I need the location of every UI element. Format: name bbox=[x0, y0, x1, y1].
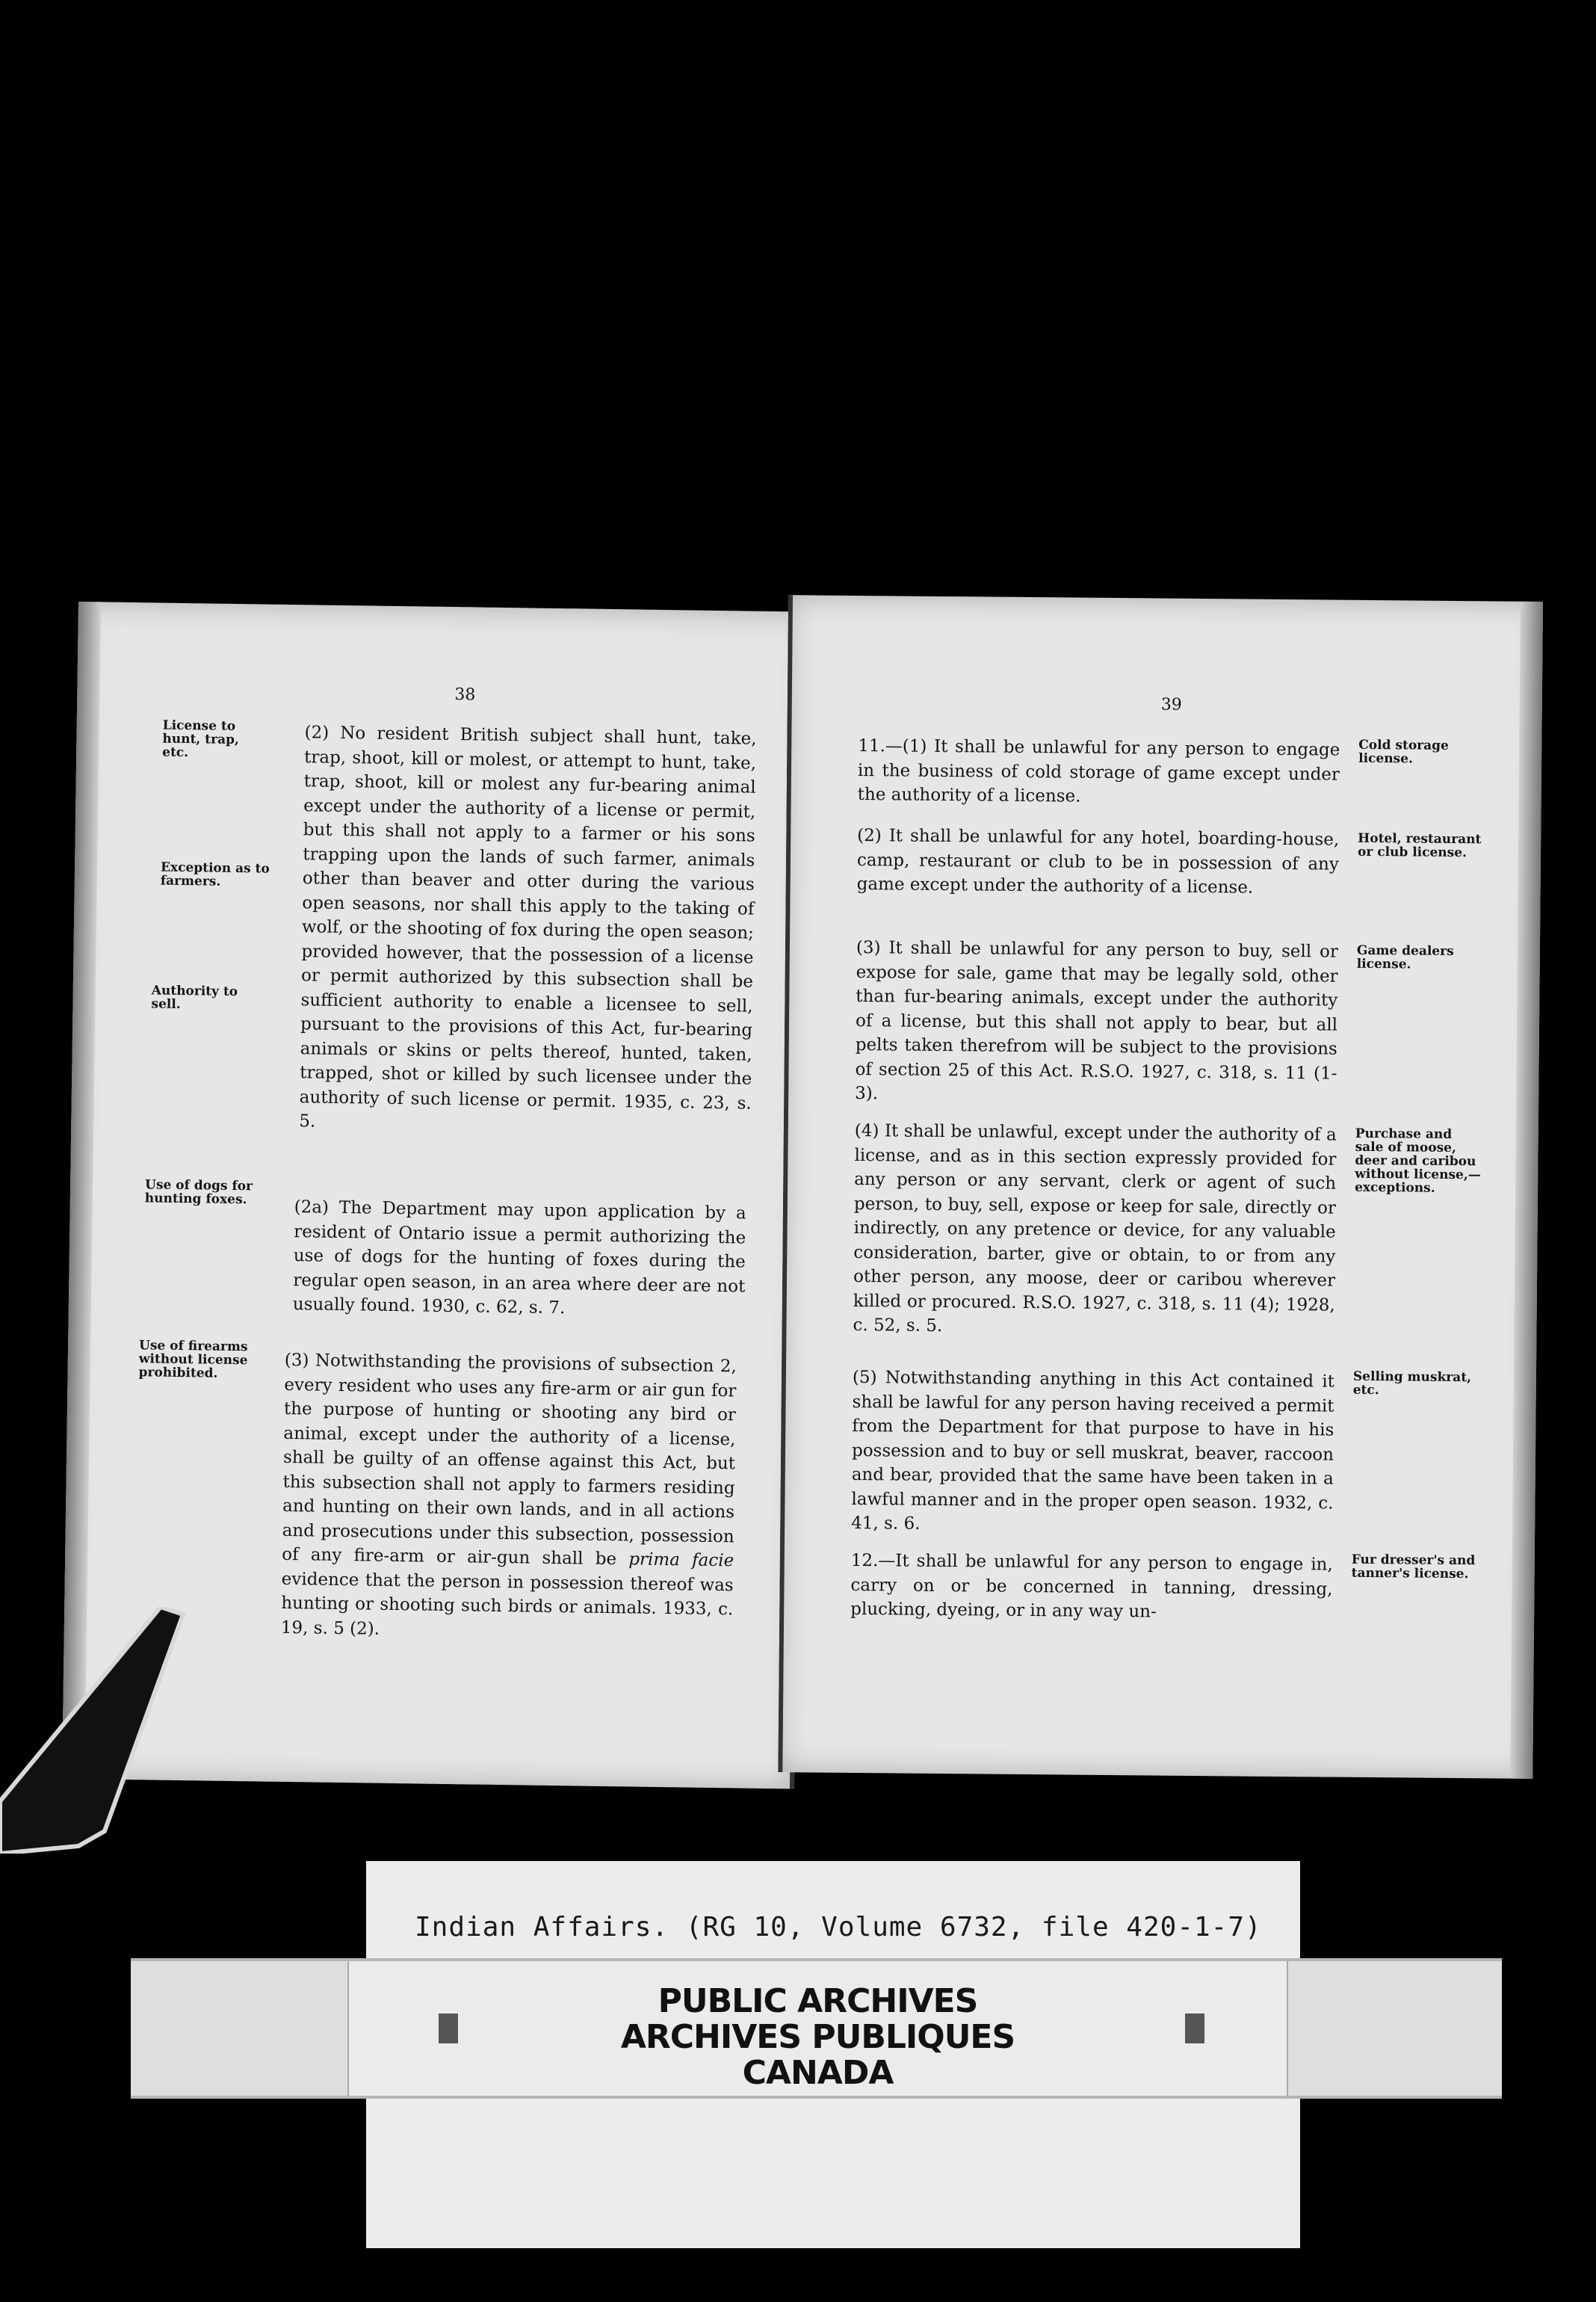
label-bottom bbox=[366, 2099, 1300, 2248]
paragraph-text: (2) It shall be unlawful for any hotel, boarding-house, camp, restaurant or club to be in possession of any game except under the authority of a license. bbox=[856, 826, 1340, 898]
page-edge bbox=[62, 602, 101, 1779]
italic-term: prima facie bbox=[628, 1549, 734, 1571]
stamp-line: ARCHIVES PUBLIQUES bbox=[620, 2018, 1015, 2056]
paragraph-text: (2) No resident British subject shall hunt, take, trap, shoot, kill or molest, or attempt to hunt, take, trap, shoot, kill or molest any fur-bearing animal except under the authority of a license or permit, but this shall not apply to a farmer or his sons trapping upon the lands of such farmer, animals other than beaver and otter during the various open seasons, nor shall this apply to the taking of wolf, or the shooting of fox during the open season; provided however, that the possession of a license or permit authorized by this subsection shall be sufficient authority to enable a licensee to sell, pursuant to the provisions of this Act, fur-bearing animals or skins or pelts thereof, hunted, taken, trapped, shot or killed by such licensee under the authority of such license or permit. 1935, c. 23, s. 5. bbox=[299, 723, 757, 1132]
archive-reference: Indian Affairs. (RG 10, Volume 6732, file 420-1-7) bbox=[415, 1912, 1262, 1942]
margin-note: Fur dresser's and tanner's license. bbox=[1351, 1552, 1476, 1582]
margin-note: Cold storage license. bbox=[1358, 737, 1449, 767]
paragraph-text: (4) It shall be unlawful, except under the authority of a license, and as in this section expressly provided for any person or any servant, clerk or agent of such person, to buy, sell, expose or keep for sale, directly or indirectly, on any pretence or device, for any valuable consideration, barter, give or obtain, to or from any other person, any moose, deer or caribou wherever killed or procured. R.S.O. 1927, c. 318, s. 11 (4); 1928, c. 52, s. 5. bbox=[853, 1120, 1337, 1336]
margin-note: Selling muskrat, etc. bbox=[1352, 1368, 1472, 1398]
margin-note: License to hunt, trap, etc. bbox=[162, 718, 239, 761]
book-spread bbox=[78, 602, 1543, 1779]
margin-note: Purchase and sale of moose, deer and caribou without license,—exceptions. bbox=[1355, 1126, 1481, 1196]
paragraph-text bbox=[281, 1348, 737, 1646]
paragraph-text-part: evidence that the person in possession thereof was hunting or shooting such birds or animals. 1933, c. 19, s. 5 (2). bbox=[280, 1569, 734, 1639]
label-top bbox=[366, 1861, 1300, 1973]
paragraph bbox=[858, 734, 1340, 811]
paragraph bbox=[281, 1348, 737, 1646]
pointer-tip-icon bbox=[0, 1607, 194, 1854]
page-number: 39 bbox=[1160, 695, 1182, 715]
paragraph-text-part: (3) Notwithstanding the provisions of subsection 2, every resident who uses any fire-arm or air gun for the purpose of hunting or shooting any bird or animal, except under the authority of a license, shall be guilty of an offense against this Act, but this subsection shall not apply to farmers residing and hunting on their own lands, and in all actions and prosecutions under this subsection, possession of any fire-arm or air-gun shall be bbox=[282, 1350, 737, 1570]
paragraph bbox=[299, 720, 757, 1140]
paragraph-text: (2a) The Department may upon application by a resident of Ontario issue a permit authorizing the use of dogs for the hunting of foxes during the regular open season, in an area where deer are not usually found. 1930, c. 62, s. 7. bbox=[292, 1197, 746, 1318]
paragraph-text: 12.—It shall be unlawful for any person to engage in, carry on or be concerned in tanning, dressing, plucking, dyeing, or in any way un- bbox=[850, 1550, 1333, 1622]
paragraph-text: (5) Notwithstanding anything in this Act contained it shall be lawful for any person having received a permit from the Department for that purpose to have in his possession and to buy or sell muskrat, beaver, raccoon and bear, provided that the same have been taken in a lawful manner and in the proper open season. 1932, c. 41, s. 6. bbox=[851, 1367, 1334, 1534]
margin-note: Exception as to farmers. bbox=[160, 860, 270, 889]
paragraph bbox=[850, 1549, 1333, 1626]
margin-note: Hotel, restaurant or club license. bbox=[1357, 830, 1482, 861]
paragraph-text: (3) It shall be unlawful for any person to buy, sell or expose for sale, game that may be legally sold, other than fur-bearing animals, except under the authority of a license, but this shall not apply to bear, but all pelts taken therefrom will be subject to the provisions of section 25 of this Act. R.S.O. 1927, c. 318, s. 11 (1-3). bbox=[855, 937, 1339, 1104]
margin-note: Authority to sell. bbox=[151, 983, 238, 1012]
margin-note: Use of firearms without license prohibited. bbox=[138, 1338, 248, 1381]
paragraph bbox=[855, 936, 1338, 1110]
page-number: 38 bbox=[454, 685, 476, 705]
margin-note: Use of dogs for hunting foxes. bbox=[144, 1177, 253, 1208]
archive-label bbox=[366, 1861, 1300, 2287]
stamp-band bbox=[131, 1958, 1502, 2099]
paragraph bbox=[857, 824, 1340, 901]
archives-stamp bbox=[349, 1984, 1287, 2091]
paragraph bbox=[851, 1366, 1334, 1540]
stamp-inner bbox=[347, 1961, 1288, 2096]
page-edge bbox=[1510, 602, 1543, 1779]
paragraph-text: 11.—(1) It shall be unlawful for any person to engage in the business of cold storage of game except under the authority of a license. bbox=[857, 736, 1340, 806]
margin-note: Game dealers license. bbox=[1356, 942, 1454, 972]
stamp-line: PUBLIC ARCHIVES bbox=[658, 1982, 978, 2020]
paragraph bbox=[293, 1195, 746, 1323]
paragraph bbox=[853, 1119, 1337, 1342]
right-page bbox=[778, 595, 1543, 1779]
stamp-line: CANADA bbox=[742, 2054, 894, 2092]
